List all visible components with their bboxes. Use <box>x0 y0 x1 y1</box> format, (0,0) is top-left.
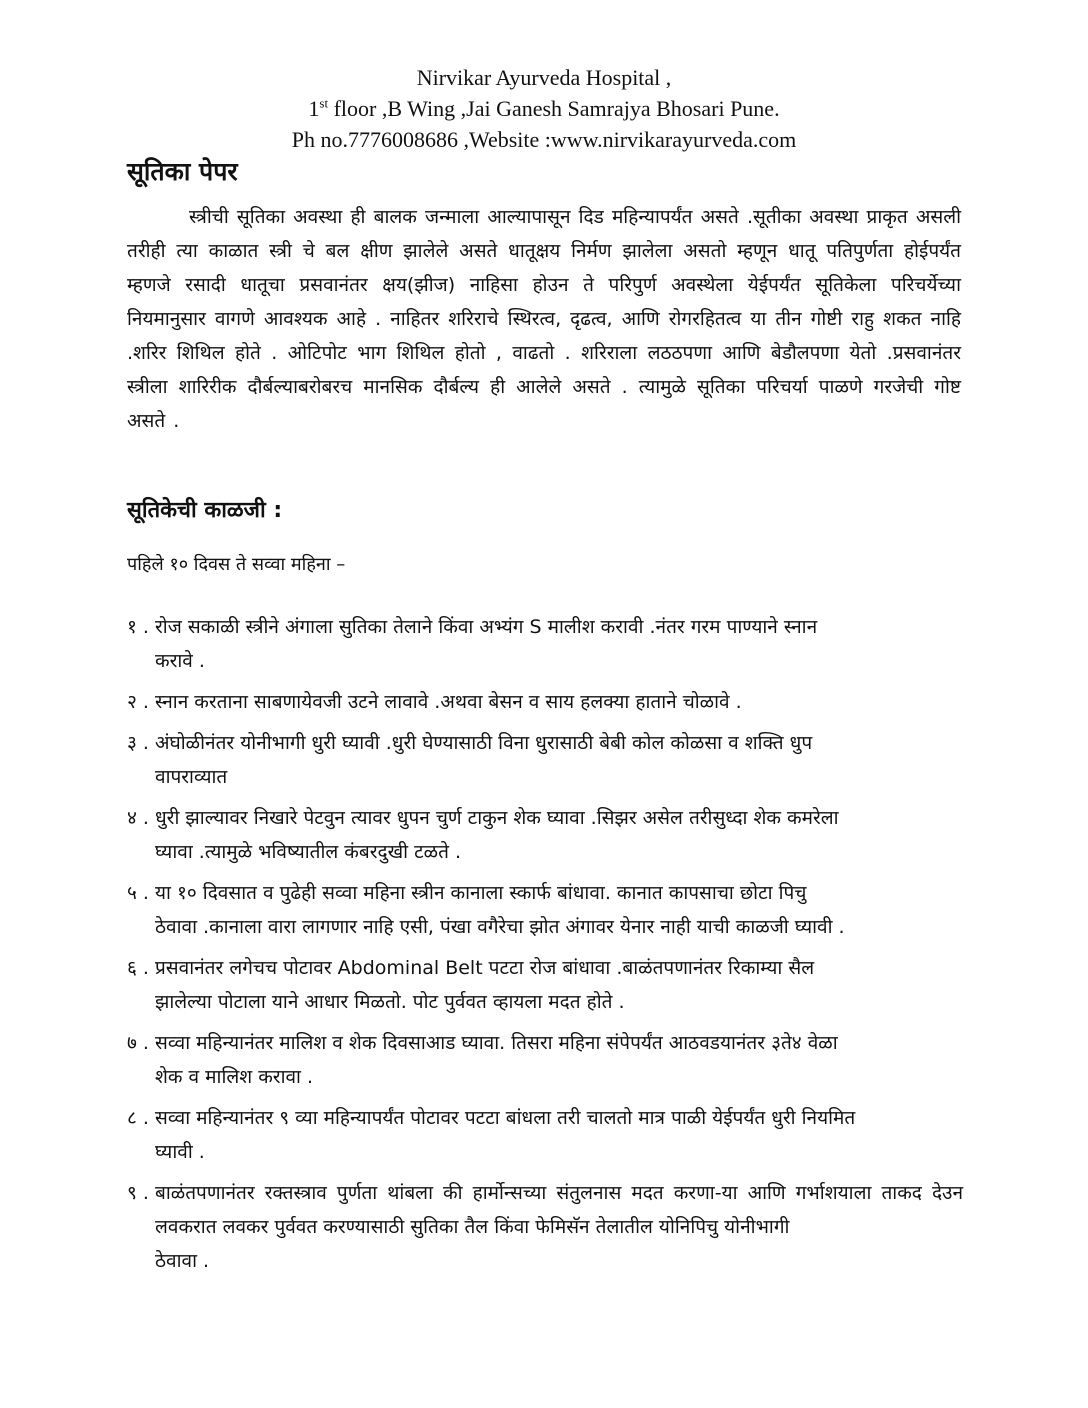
hospital-name: Nirvikar Ayurveda Hospital , <box>416 65 672 90</box>
address-rest: floor ,B Wing ,Jai Ganesh Samrajya Bhosari Pune. <box>328 96 780 121</box>
item-number: ६ . <box>127 957 149 979</box>
item-text: प्रसवानंतर लगेचच पोटावर Abdominal Belt पटटा रोज बांधावा .बाळंतपणानंतर रिकाम्या सैल <box>155 957 815 979</box>
item-text: सव्वा महिन्यानंतर ९ व्या महिन्यापर्यंत पोटावर पटटा बांधला तरी चालतो मात्र पाळी येईपर्यंत धुरी नियमित <box>155 1107 856 1129</box>
item-number: ४ . <box>127 807 149 829</box>
list-item <box>127 1026 963 1094</box>
floor-number: 1 <box>308 96 320 121</box>
item-text: स्नान करताना साबणायेवजी उटने लावावे .अथवा बेसन व साय हलक्या हाताने चोळावे . <box>155 691 742 713</box>
item-text-continued: घ्यावा .त्यामुळे भविष्यातील कंबरदुखी टळते . <box>155 841 462 863</box>
list-item <box>127 685 963 719</box>
item-text: अंघोळीनंतर योनीभागी धुरी घ्यावी .धुरी घेण्यासाठी विना धुरासाठी बेबी कोल कोळसा व शक्ति धुप <box>155 732 813 754</box>
item-text: सव्वा महिन्यानंतर मालिश व शेक दिवसाआड घ्यावा. तिसरा महिना संपेपर्यंत आठवडयानंतर ३ते४ वेळा <box>155 1032 838 1054</box>
list-item <box>127 726 963 794</box>
care-instructions-list <box>127 610 963 1285</box>
hospital-address <box>0 93 1088 124</box>
item-text-continued: ठेवावा .कानाला वारा लागणार नाहि एसी, पंखा वगैरेचा झोत अंगावर येनार नाही याची काळजी घ्यावी . <box>155 916 845 938</box>
list-item <box>127 1176 963 1278</box>
item-number: १ . <box>127 616 149 638</box>
hospital-contact: Ph no.7776008686 ,Website :www.nirvikarayurveda.com <box>291 127 797 152</box>
item-text-continued: झालेल्या पोटाला याने आधार मिळतो. पोट पुर्ववत व्हायला मदत होते . <box>155 991 625 1013</box>
page-title: सूतिका पेपर <box>127 157 238 186</box>
item-text-continued: घ्यावी . <box>155 1141 205 1163</box>
item-number: ८ . <box>127 1107 149 1129</box>
item-number: २ . <box>127 691 149 713</box>
floor-suffix: st <box>319 95 329 111</box>
list-item <box>127 801 963 869</box>
item-number: ९ . <box>127 1182 149 1204</box>
item-text: या १० दिवसात व पुढेही सव्वा महिना स्त्रीन कानाला स्कार्फ बांधावा. कानात कापसाचा छोटा पिचु <box>155 882 807 904</box>
period-label: पहिले १० दिवस ते सव्वा महिना – <box>127 554 346 575</box>
item-text-continued: ठेवावा . <box>155 1250 210 1272</box>
list-item <box>127 876 963 944</box>
item-text: धुरी झाल्यावर निखारे पेटवुन त्यावर धुपन चुर्ण टाकुन शेक घ्यावा .सिझर असेल तरीसुध्दा शेक कमरेला <box>155 807 839 829</box>
letterhead <box>0 62 1088 155</box>
list-item <box>127 610 963 678</box>
care-heading: सूतिकेची काळजी : <box>127 498 283 523</box>
item-text: बाळंतपणानंतर रक्तस्त्राव पुर्णता थांबला की हार्मोन्सच्या संतुलनास मदत करणा-या आणि गर्भाशयाला ताकद देउन लवकरात लवकर पुर्ववत करण्यासाठी सुतिका तैल किंवा फेमिसॅन तेलातील योनिपिचु योनीभागी <box>155 1182 963 1238</box>
list-item <box>127 1101 963 1169</box>
item-number: ३ . <box>127 732 149 754</box>
item-number: ७ . <box>127 1032 149 1054</box>
item-number: ५ . <box>127 882 149 904</box>
item-text-continued: वापराव्यात <box>155 766 228 788</box>
item-text-continued: करावे . <box>155 650 205 672</box>
item-text: रोज सकाळी स्त्रीने अंगाला सुतिका तेलाने किंवा अभ्यंग S मालीश करावी .नंतर गरम पाण्याने स्नान <box>155 616 818 638</box>
list-item <box>127 951 963 1019</box>
intro-paragraph: स्त्रीची सूतिका अवस्था ही बालक जन्माला आल्यापासून दिड महिन्यापर्यंत असते .सूतीका अवस्था प्राकृत असली तरीही त्या काळात स्त्री चे बल क्षीण झालेले असते धातूक्षय निर्मण झालेला असतो म्हणून धातू पतिपुर्णता होईपर्यंत म्हणजे रसादी धातूचा प्रसवानंतर क्षय(झीज) नाहिसा होउन ते परिपुर्ण अवस्थेला येईपर्यंत सूतिकेला परिचर्येच्या नियमानुसार वागणे आवश्यक आहे . नाहितर शरिराचे स्थिरत्व, दृढत्व, आणि रोगरहितत्व या तीन गोष्टी राहु शकत नाहि .शरिर शिथिल होते . ओटिपोट भाग शिथिल होतो , वाढतो . शरिराला लठठपणा आणि बेडौलपणा येतो .प्रसवानंतर स्त्रीला शारिरीक दौर्बल्याबरोबरच मानसिक दौर्बल्य ही आलेले असते . त्यामुळे सूतिका परिचर्या पाळणे गरजेची गोष्ट असते . <box>127 206 961 432</box>
item-text-continued: शेक व मालिश करावा . <box>155 1066 314 1088</box>
